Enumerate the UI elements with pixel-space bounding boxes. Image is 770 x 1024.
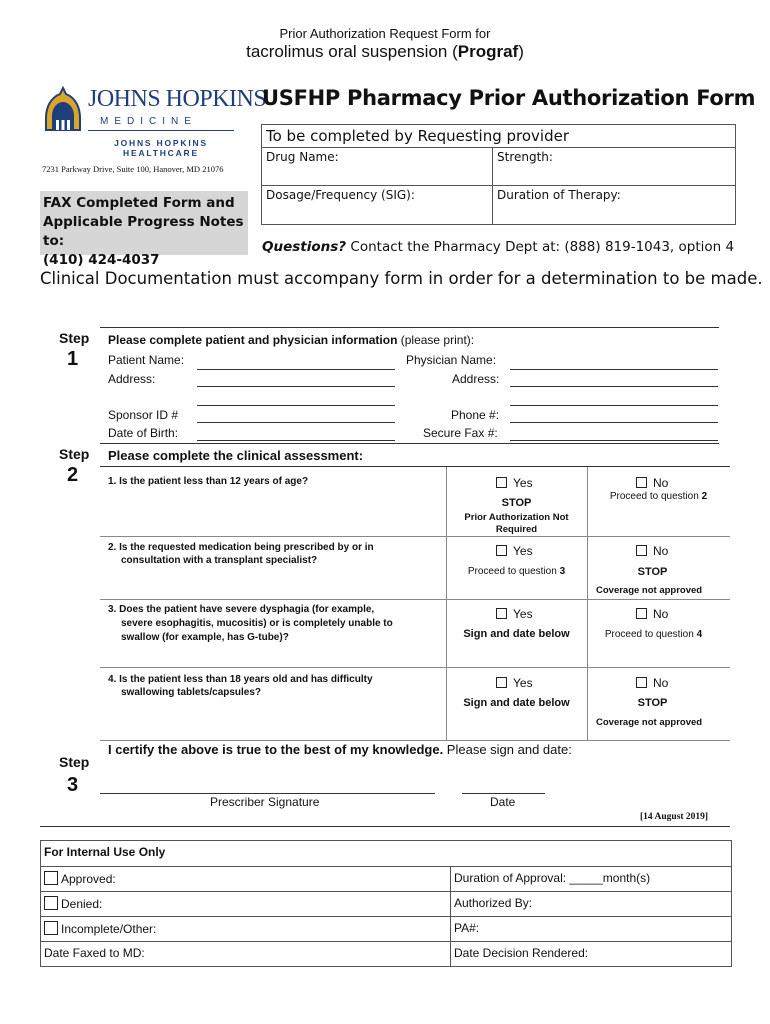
phone-label: Phone #: [451, 408, 500, 422]
certify-statement: I certify the above is true to the best of my knowledge. Please sign and date: [108, 742, 572, 757]
q3-yes[interactable]: Yes [496, 607, 533, 621]
q4-yes[interactable]: Yes [496, 676, 533, 690]
question-1: 1. Is the patient less than 12 years of age? [108, 476, 309, 487]
approved-checkbox[interactable] [44, 871, 58, 885]
step1-label: Step [59, 330, 90, 346]
q3-no[interactable]: No [636, 607, 668, 621]
address: 7231 Parkway Drive, Suite 100, Hanover, MD 21076 [42, 164, 224, 174]
q4-no-note: Coverage not approved [596, 717, 703, 728]
prescriber-signature-label: Prescriber Signature [210, 795, 320, 809]
logo-healthcare: JOHNS HOPKINS HEALTHCARE [114, 138, 208, 158]
step3-bottom-rule [40, 826, 730, 827]
step2-rule [100, 443, 719, 444]
strength-field[interactable]: Strength: [497, 150, 553, 164]
drug-title: tacrolimus oral suspension (Prograf) [246, 42, 524, 61]
secure-fax-label: Secure Fax #: [423, 426, 498, 440]
patient-address-input-2[interactable] [197, 405, 395, 406]
clinical-documentation-note: Clinical Documentation must accompany form in order for a determination to be made. [40, 269, 763, 288]
q2-no[interactable]: No [636, 544, 668, 558]
question-3: 3. Does the patient have severe dysphagia (for example, severe esophagitis, mucositis) or is completely unable to swallow (for example, has G-tube)? [108, 604, 393, 643]
page-title: USFHP Pharmacy Prior Authorization Form [262, 86, 756, 110]
drug-name-field[interactable]: Drug Name: [262, 148, 493, 185]
q2-no-note: Coverage not approved [596, 585, 703, 596]
duration-field[interactable]: Duration of Therapy: [497, 188, 621, 202]
q3-no-checkbox[interactable] [636, 608, 647, 619]
assessment-row-divider-3 [100, 667, 730, 668]
q1-yes-note: Prior Authorization Not Required [464, 512, 569, 535]
logo-name: JOHNS HOPKINS [88, 86, 267, 112]
denied-option[interactable]: Denied: [41, 892, 451, 916]
phone-input[interactable] [510, 422, 718, 423]
q2-yes-checkbox[interactable] [496, 545, 507, 556]
dob-input[interactable] [197, 440, 395, 441]
q4-yes-note: Sign and date below [463, 697, 570, 709]
patient-name-label: Patient Name: [108, 353, 185, 367]
assessment-top-rule [100, 466, 730, 467]
pa-number-field[interactable]: PA#: [454, 921, 480, 935]
step2-heading: Please complete the clinical assessment: [108, 448, 364, 463]
step2-label: Step [59, 446, 90, 462]
physician-address-input[interactable] [510, 386, 718, 387]
approved-option[interactable]: Approved: [41, 867, 451, 891]
dob-label: Date of Birth: [108, 426, 179, 440]
date-decision-field[interactable]: Date Decision Rendered: [454, 946, 589, 960]
dosage-field[interactable]: Dosage/Frequency (SIG): [262, 186, 493, 224]
question-4: 4. Is the patient less than 18 years old and has difficulty swallowing tablets/capsules? [108, 674, 373, 698]
prescriber-signature-line[interactable] [100, 793, 435, 794]
q4-no-stop: STOP [637, 697, 668, 709]
q3-yes-checkbox[interactable] [496, 608, 507, 619]
q1-yes-stop: STOP [501, 497, 532, 509]
q1-no-note: Proceed to question 2 [609, 491, 708, 502]
sponsor-id-input[interactable] [197, 422, 395, 423]
secure-fax-input[interactable] [510, 440, 718, 441]
q3-no-note: Proceed to question 4 [604, 629, 703, 640]
q1-no-checkbox[interactable] [636, 477, 647, 488]
patient-address-input[interactable] [197, 386, 395, 387]
physician-name-label: Physician Name: [406, 353, 497, 367]
questions-contact: Questions? Contact the Pharmacy Dept at: (888) 819-1043, option 4 [262, 239, 735, 255]
q3-yes-note: Sign and date below [463, 628, 570, 640]
duration-of-approval[interactable]: Duration of Approval: _____month(s) [454, 871, 651, 885]
q1-yes-checkbox[interactable] [496, 477, 507, 488]
requesting-provider-heading: To be completed by Requesting provider [262, 125, 735, 148]
incomplete-checkbox[interactable] [44, 921, 58, 935]
fax-instructions: FAX Completed Form and Applicable Progress Notes to: (410) 424-4037 [40, 191, 248, 255]
internal-use-table [40, 840, 732, 967]
q2-yes-note: Proceed to question 3 [467, 566, 566, 577]
date-line[interactable] [462, 793, 545, 794]
q4-no[interactable]: No [636, 676, 668, 690]
assessment-bottom-rule [100, 740, 730, 741]
date-faxed-field[interactable]: Date Faxed to MD: [41, 942, 451, 966]
authorized-by-field[interactable]: Authorized By: [454, 896, 533, 910]
sponsor-id-label: Sponsor ID # [108, 408, 179, 422]
incomplete-option[interactable]: Incomplete/Other: [41, 917, 451, 941]
logo-medicine: MEDICINE [100, 116, 197, 127]
assessment-row-divider-1 [100, 536, 730, 537]
patient-address-label: Address: [108, 372, 156, 386]
form-subtitle: Prior Authorization Request Form for [279, 26, 491, 41]
question-2: 2. Is the requested medication being prescribed by or in consultation with a transplant specialist? [108, 542, 374, 566]
q2-yes[interactable]: Yes [496, 544, 533, 558]
internal-use-heading: For Internal Use Only [44, 845, 166, 859]
patient-name-input[interactable] [197, 369, 395, 370]
q2-no-stop: STOP [637, 566, 668, 578]
step3-number: 3 [67, 774, 79, 796]
physician-address-label: Address: [452, 372, 500, 386]
requesting-provider-table [261, 124, 736, 225]
physician-name-input[interactable] [510, 369, 718, 370]
q1-no[interactable]: No [636, 476, 668, 490]
revision-date: [14 August 2019] [640, 812, 709, 822]
physician-address-input-2[interactable] [510, 405, 718, 406]
step1-rule [100, 327, 719, 328]
step2-number: 2 [67, 464, 79, 486]
date-label: Date [490, 795, 516, 809]
step1-number: 1 [67, 348, 79, 370]
step3-label: Step [59, 754, 90, 770]
assessment-row-divider-2 [100, 599, 730, 600]
johns-hopkins-dome-logo [42, 86, 84, 132]
denied-checkbox[interactable] [44, 896, 58, 910]
q4-yes-checkbox[interactable] [496, 677, 507, 688]
logo-divider [88, 130, 234, 131]
step1-heading: Please complete patient and physician information (please print): [108, 333, 475, 347]
q1-yes[interactable]: Yes [496, 476, 533, 490]
q2-no-checkbox[interactable] [636, 545, 647, 556]
q4-no-checkbox[interactable] [636, 677, 647, 688]
